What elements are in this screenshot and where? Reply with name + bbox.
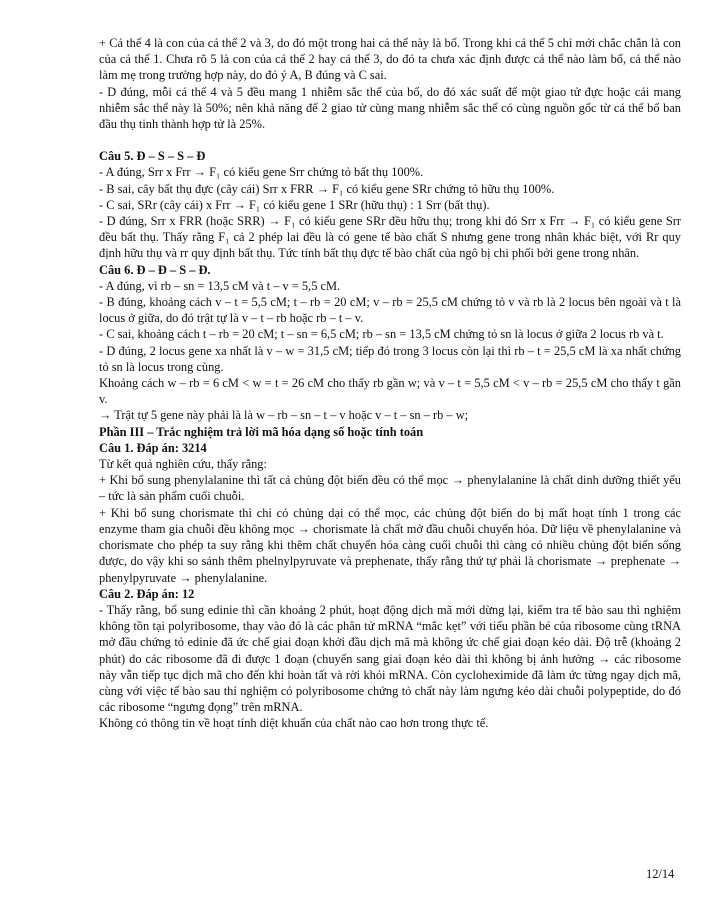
paragraph: → Trật tự 5 gene này phải là là w – rb – sn – t – v hoặc v – t – sn – rb – w; <box>99 408 469 423</box>
paragraph: - A đúng, vì rb – sn = 13,5 cM và t – v = 5,5 cM. <box>99 278 341 293</box>
section-heading: Câu 1. Đáp án: 3214 <box>99 440 207 455</box>
paragraph: - A đúng, Srr x Frr → F₁ có kiểu gene Srr chứng tỏ bất thụ 100%. <box>99 165 424 180</box>
paragraph: Không có thông tin về hoạt tính diệt khuẩn của chất nào cao hơn trong thực tế. <box>99 716 489 731</box>
paragraph: - D đúng, 2 locus gene xa nhất là v – w = 31,5 cM; tiếp đó trong 3 locus còn lại thì rb – t = 25,5 cM là xa nhất chứng tỏ sn là locus trong cùng. <box>99 343 681 374</box>
answer-key-content <box>99 35 681 732</box>
paragraph: Khoảng cách w – rb = 6 cM < w = t = 26 cM cho thấy rb gần w; và v – t = 5,5 cM < v – rb = 25,5 cM cho thấy t gần v. <box>99 376 681 407</box>
paragraph: + Khi bổ sung phenylalanine thì tất cả chủng đột biến đều có thể mọc → phenylalanine là chất dinh dưỡng thiết yếu – tức là sản phẩm cuối chuỗi. <box>99 473 681 504</box>
paragraph: + Khi bổ sung chorismate thì chỉ có chủng dại có thể mọc, các chủng đột biến do bị mất hoạt tính 1 trong các enzyme tham gia chuỗi đều không mọc → chorismate là chất mở đầu chuỗi chuyển hóa. Dữ liệu về phenylalanine và chorismate cho phép ta suy rằng khi thêm chất chuyển hóa càng cuối chuỗi thì càng có nhiều chủng đột biến sống được, do vậy khi so sánh thêm phelnylpyruvate và prephenate, thấy rằng thứ tự phải là chorismate → prephenate → phenylpyruvate → phenylalanine. <box>99 505 681 585</box>
section-spacer <box>99 132 681 148</box>
section-heading: Câu 2. Đáp án: 12 <box>99 586 195 601</box>
page-number: 12/14 <box>646 867 675 881</box>
paragraph: + Cá thể 4 là con của cá thể 2 và 3, do đó một trong hai cá thể này là bố. Trong khi cá thể 5 chỉ mới chắc chắn là con của cá thể 1. Chưa rõ 5 là con của cá thể 2 hay cá thể 3, do đó ta chưa xác định được cá thể nào làm bố, cá thể nào làm mẹ trong trường hợp này, do đó ý A, B đúng và C sai. <box>99 36 681 83</box>
paragraph: Từ kết quả nghiên cứu, thấy rằng: <box>99 457 267 472</box>
paragraph: - B đúng, khoảng cách v – t = 5,5 cM; t – rb = 20 cM; v – rb = 25,5 cM chứng tỏ v và rb là 2 locus bên ngoài và t là locus ở giữa, do đó trật tự là v – t – rb hoặc rb – t – v. <box>99 295 681 326</box>
paragraph: - C sai, SRr (cây cái) x Frr → F₁ có kiểu gene 1 SRr (hữu thụ) : 1 Srr (bất thụ). <box>99 197 490 212</box>
section-heading: Phần III – Trắc nghiệm trả lời mã hóa dạng số hoặc tính toán <box>99 424 424 439</box>
paragraph: - C sai, khoảng cách t – rb = 20 cM; t – sn = 6,5 cM; rb – sn = 13,5 cM chứng tỏ sn là locus ở giữa 2 locus rb và t. <box>99 327 664 342</box>
paragraph: - D đúng, mỗi cá thể 4 và 5 đều mang 1 nhiễm sắc thể của bố, do đó xác suất để một giao tử đực hoặc cái mang nhiễm sắc thể này là 50%; nên khả năng để 2 giao tử cùng mang nhiễm sắc thể có cùng nguồn gốc từ cá thể bố ban đầu thụ tinh thành hợp tử là 25%. <box>99 84 681 132</box>
paragraph: - Thấy rằng, bổ sung edinie thì cần khoảng 2 phút, hoạt động dịch mã mới dừng lại, kiểm tra tế bào sau thì nghiệm không tồn tại polyribosome, thay vào đó là các phân tử mRNA “mắc kẹt” với tiểu phần bé của ribosome cùng tRNA mở đầu chứng tỏ edinie đã ức chế giai đoạn khởi đầu dịch mã mà không ức chế giai đoạn kéo dài. Độ trễ (khoảng 2 phút) do các ribosome đã đi được 1 đoạn (chuyển sang giai đoạn kéo dài thì không bị ảnh hưởng → các ribosome này vẫn tiếp tục dịch mã cho đến khi hoàn tất và rời khỏi mRNA. Còn cycloheximide đã làm ức từng ngay dịch mã, cùng với việc tế bào sau thí nghiệm có polyribosome chứng tỏ chất này làm ngưng kéo dài chuỗi polypeptide, do đó các ribosome “ngưng đọng” trên mRNA. <box>99 602 681 715</box>
paragraph: - D đúng, Srr x FRR (hoặc SRR) → F₁ có kiểu gene SRr đều hữu thụ; trong khi đó Srr x Frr → F₁ có kiểu gene Srr đều bất thụ. Thấy rằng F₁ cả 2 phép lai đều là có gene tế bào chất S nhưng gene trong nhân khác biệt, với Rr quy định hữu thụ và rr quy định bất thụ. Tức tính bất thụ đực tế bào chất của ngô bị chi phối bởi gene trong nhân. <box>99 214 681 261</box>
section-heading: Câu 6. Đ – Đ – S – Đ. <box>99 262 211 277</box>
section-heading: Câu 5. Đ – S – S – Đ <box>99 149 206 164</box>
paragraph: - B sai, cây bất thụ đực (cây cái) Srr x FRR → F₁ có kiểu gene SRr chứng tỏ hữu thụ 100%. <box>99 181 555 196</box>
